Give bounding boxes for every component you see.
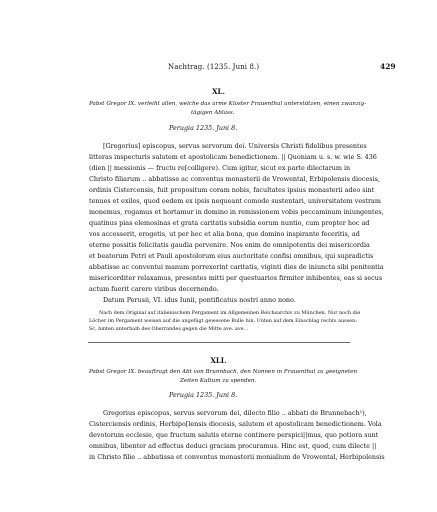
body-line: (dien || messionis — fructu re[colligere). Cum igitur, sicut ex parte dilectarum in — [89, 164, 351, 172]
document-heading-line: Zeiten Kultum zu spenden. — [180, 378, 257, 384]
document-number: XLI. — [210, 356, 227, 365]
footnote-line: Nach dem Original auf italienischem Pergament im Allgemeinen Reichsarchiv zu München. Nur noch die — [99, 310, 361, 316]
page-number: 429 — [380, 62, 396, 71]
document-heading-line: tägigen Ablass. — [191, 110, 235, 116]
body-line: misericorditer relaxamus, presentes mitti per questuarios firmiter inhibentes, eas si secus — [89, 274, 383, 282]
body-line: omnibus, libenter ad effectus deduci graciam procuramus. Hinc est, quod, cum dilecte || — [89, 442, 377, 450]
section-divider — [88, 342, 350, 343]
body-line: eterne possitis felicitatis gaudia pervenire. Nos enim de omnipotentis dei misericordia — [89, 241, 370, 249]
body-line: ordinis Cistercensis, fuit propositum coram nobis, facultates ipsius monasterii adeo sint — [89, 186, 375, 194]
body-line: Christo filiarum .. abbatisse ac conventus monasterii de Vrowental, Erbipolensis diocesis, — [89, 175, 380, 183]
document-date: Perugia 1235. Juni 8. — [169, 391, 238, 399]
body-line: abbatisse ac conventui manum porrexerint caritatis, viginti dies de iniuncta sibi penitentia — [89, 263, 384, 271]
body-line: vos accesserit, erogetis, ut per hec et alia bona, que domino inspirante feceritis, ad — [89, 230, 360, 238]
footnote-line: Löcher im Pergament weisen auf die angefügt gewesene Bulle hin. Unten auf dem Einschlag rechts aussen: — [89, 318, 357, 324]
footnote-line: Sc, hinten unterhalb des Oberrandes gegen die Mitte ave. ave. . — [89, 326, 249, 332]
body-line: in Christo filie .. abbatissa et conventus monasterii monialium de Vrowental, Herbipolensis — [89, 453, 385, 461]
document-heading-line: Pabst Gregor IX. beauftragt den Abt von Brunnbach, den Nonnen in Frauenthal zu geeigneten — [89, 369, 358, 375]
body-line: [Gregorius] episcopus, servus servorum dei. Universis Christi fidelibus presentes — [103, 142, 367, 150]
body-line: Datum Perusii, VI. idus Iunii, pontificatus nostri anno nono. — [103, 296, 296, 304]
body-line: Cisterciensis ordinis, Herbipo[lensis diocesis, salutem et apostolicam benedictionem. Vola — [89, 420, 382, 428]
running-head: Nachtrag. (1235. Juni 8.) — [168, 63, 260, 71]
document-heading-line: Pabst Gregor IX. verleiht allen, welche das arme Kloster Frauenthal unterstützen, einen zwanzig- — [89, 101, 367, 107]
body-line: actum fuerit carere viribus decernendo. — [89, 285, 219, 293]
body-line: litteras inspecturis salutem et apostolicam benedictionem. || Quoniam u. s. w. wie S. 436 — [89, 153, 377, 161]
body-line: et beatorum Petri et Pauli apostolorum eius auctoritate confisi omnibus, qui supradictis — [89, 252, 374, 260]
document-number: XL. — [212, 87, 225, 96]
body-line: Gregorius episcopus, servus servorum dei, dilecto filio .. abbati de Brunnebach¹), — [103, 409, 367, 417]
body-line: devotorum ecclesie, que fructum salutis eterne continere perspici||mus, quo potiora sunt — [89, 431, 379, 439]
body-line: tenues et exiles, quod eedem ex ipsis nequeant comode sustentari, universitatem vestram — [89, 197, 381, 205]
body-line: monemus, rogamus et hortamur in domino in remissionem vobis peccaminum iniungentes, — [89, 208, 384, 216]
document-date: Perugia 1235. Juni 8. — [169, 124, 238, 132]
body-line: quatinus pias elemosinas et grata caritatis subsidia eorum nuntio, cum propter hoc ad — [89, 219, 370, 227]
